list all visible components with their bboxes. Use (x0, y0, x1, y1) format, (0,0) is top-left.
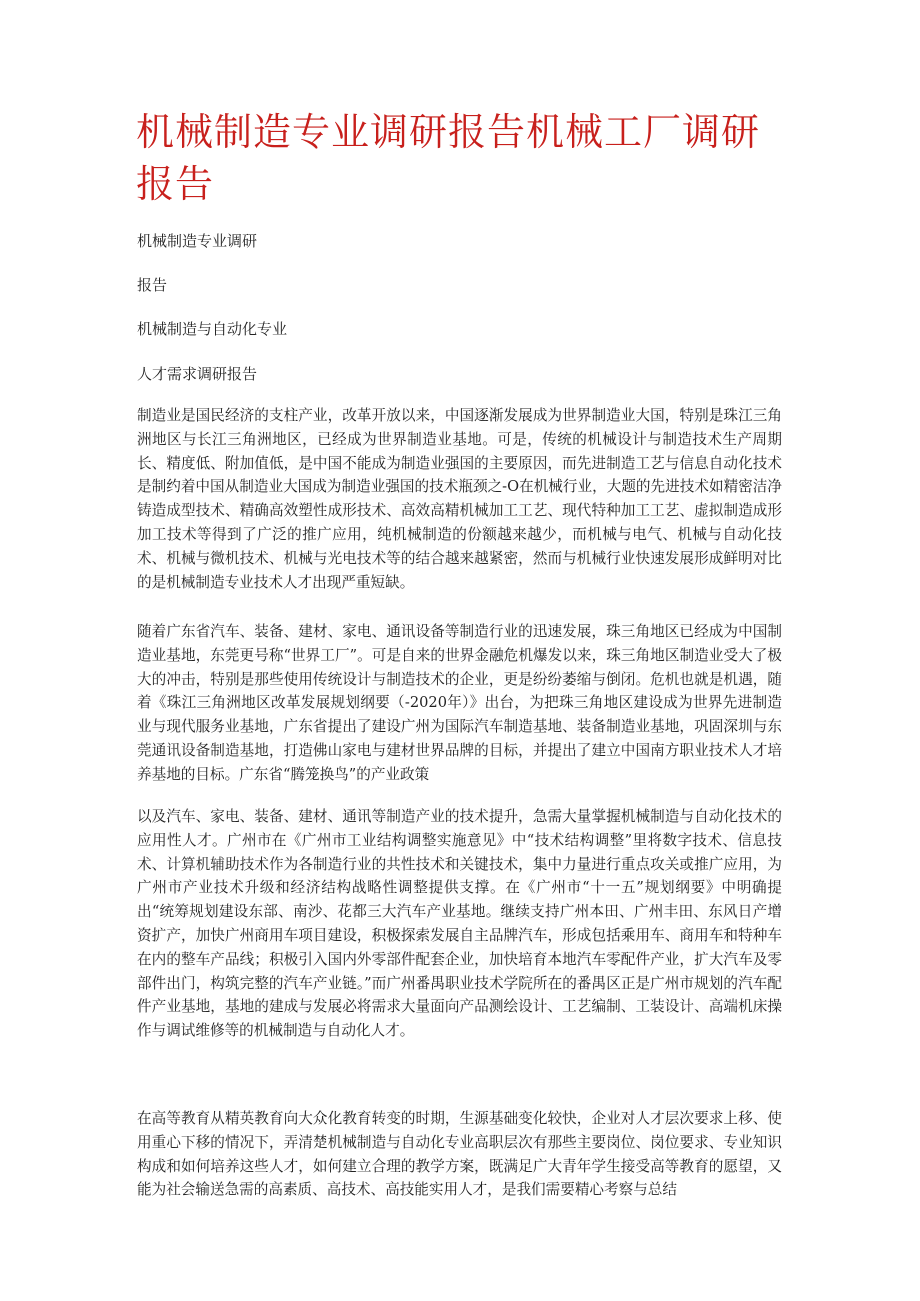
subheading-report: 报告 (137, 276, 168, 294)
body-paragraph-1: 制造业是国民经济的支柱产业，改革开放以来，中国逐渐发展成为世界制造业大国，特别是珠江三角洲地区与长江三角洲地区，已经成为世界制造业基地。可是，传统的机械设计与制造技术生产周期长、精度低、附加值低，是中国不能成为制造业强国的主要原因，而先进制造工艺与信息自动化技术是制约着中国从制造业大国成为制造业强国的技术瓶颈之-O在机械行业，大题的先进技术如精密洁净铸造成型技术、精确高效塑性成形技术、高效高精机械加工工艺、现代特种加工工艺、虚拟制造成形加工技术等得到了广泛的推广应用，纯机械制造的份额越来越少，而机械与电气、机械与自动化技术、机械与微机技术、机械与光电技术等的结合越来越紧密，然而与机械行业快速发展形成鲜明对比的是机械制造专业技术人才出现严重短缺。 (137, 407, 782, 591)
subheading-major: 机械制造专业调研 (137, 232, 258, 250)
body-paragraph-3: 以及汽车、家电、装备、建材、通讯等制造产业的技术提升，急需大量掌握机械制造与自动化技术的应用性人才。广州市在《广州市工业结构调整实施意见》中“技术结构调整”里将数字技术、信息技术、计算机辅助技术作为各制造行业的共性技术和关键技术，集中力量进行重点攻关或推广应用，为广州市产业技术升级和经济结构战略性调整提供支撑。在《广州市“十一五”规划纲要》中明确提出“统筹规划建设东部、南沙、花都三大汽车产业基地。继续支持广州本田、广州丰田、东风日产增资扩产，加快广州商用车项目建设，积极探索发展自主品牌汽车，形成包括乘用车、商用车和特种车在内的整车产品线；积极引入国内外零部件配套企业，加快培育本地汽车零配件产业，扩大汽车及零部件出门，构筑完整的汽车产业链。”而广州番禺职业技术学院所在的番禺区正是广州市规划的汽车配件产业基地，基地的建成与发展必将需求大量面向产品测绘设计、工艺编制、工装设计、高端机床操作与调试维修等的机械制造与自动化人才。 (137, 808, 782, 1040)
body-paragraph-2: 随着广东省汽车、装备、建材、家电、通讯设备等制造行业的迅速发展，珠三角地区已经成为中国制造业基地，东莞更号称“世界工厂”。可是自来的世界金融危机爆发以来，珠三角地区制造业受大了极大的冲击，特别是那些使用传统设计与制造技术的企业，更是纷纷萎缩与倒闭。危机也就是机遇，随着《珠江三角洲地区改革发展规划纲要（-2020年）》出台，为把珠三角地区建设成为世界先进制造业与现代服务业基地，广东省提出了建设广州为国际汽车制造基地、装备制造业基地，巩固深圳与东莞通讯设备制造基地，打造佛山家电与建材世界品牌的目标，并提出了建立中国南方职业技术人才培养基地的目标。广东省“腾笼换鸟”的产业政策 (137, 623, 782, 783)
body-paragraph-4: 在高等教育从精英教育向大众化教育转变的时期，生源基础变化较快，企业对人才层次要求上移、使用重心下移的情况下，弄清楚机械制造与自动化专业高职层次有那些主要岗位、岗位要求、专业知识构成和如何培养这些人才，如何建立合理的教学方案，既满足广大青年学生接受高等教育的愿望，又能为社会输送急需的高素质、高技术、高技能实用人才，是我们需要精心考察与总结 (137, 1110, 782, 1199)
subheading-program: 机械制造与自动化专业 (137, 320, 288, 338)
subheading-survey: 人才需求调研报告 (137, 365, 258, 383)
document-title: 机械制造专业调研报告机械工厂调研报告 (136, 110, 761, 206)
